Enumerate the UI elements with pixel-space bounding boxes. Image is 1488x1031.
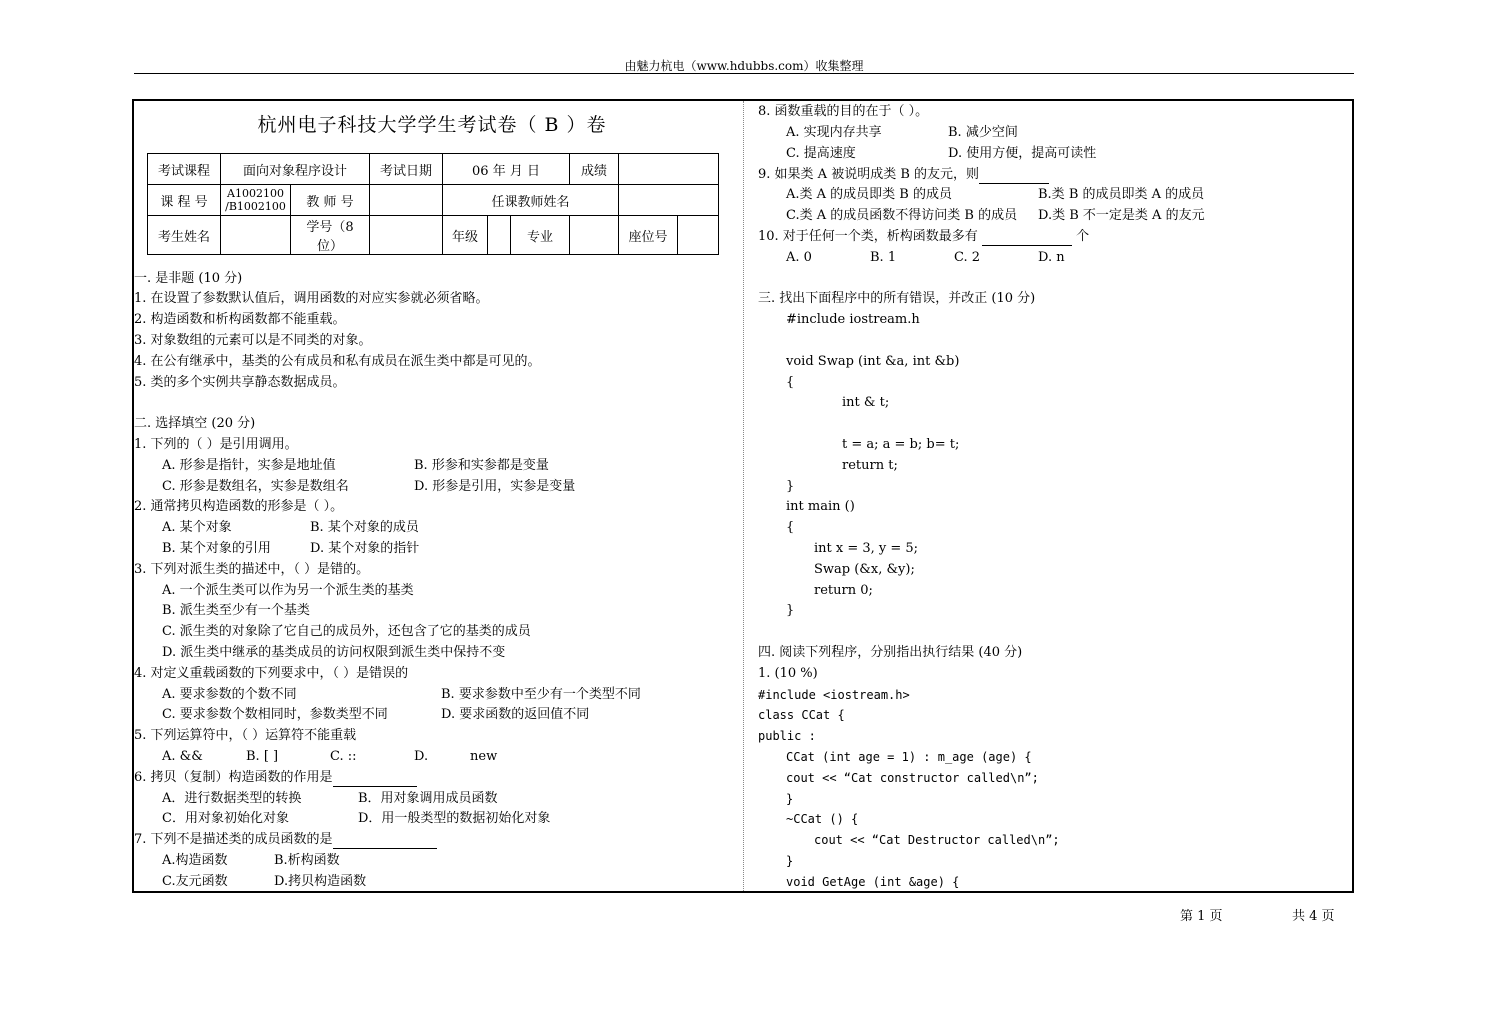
option: B.类 B 的成员即类 A 的成员	[1038, 187, 1205, 202]
option: B. 某个对象的成员	[310, 520, 419, 535]
option: A.构造函数	[162, 853, 228, 868]
question-line: 1. 在设置了参数默认值后，调用函数的对应实参就必须省略。	[134, 291, 489, 306]
question-line: 1. (10 %)	[758, 666, 818, 681]
question-line: 5. 下列运算符中，（ ）运算符不能重载	[134, 728, 357, 743]
section-heading: 一. 是非题 (10 分)	[134, 271, 243, 286]
code-line: CCat (int age = 1) : m_age (age) {	[786, 750, 1032, 764]
option: C.类 A 的成员函数不得访问类 B 的成员	[786, 208, 1018, 223]
info-cell: 座位号	[619, 216, 678, 255]
code-line: }	[786, 854, 794, 868]
option: A.类 A 的成员即类 B 的成员	[786, 187, 952, 202]
code-line: int main ()	[786, 499, 855, 514]
page-total: 共 4 页	[1292, 909, 1335, 924]
info-cell: 面向对象程序设计	[221, 154, 370, 185]
question-line: 2. 通常拷贝构造函数的形参是（ ）。	[134, 499, 344, 514]
info-cell	[488, 216, 511, 255]
question-line: 10. 对于任何一个类，析构函数最多有 个	[758, 229, 1090, 244]
info-cell: 任课教师姓名	[443, 185, 619, 216]
info-cell: 年级	[443, 216, 488, 255]
option: D. 某个对象的指针	[310, 541, 420, 556]
option: B. 要求参数中至少有一个类型不同	[441, 687, 641, 702]
option: D. 派生类中继承的基类成员的访问权限到派生类中保持不变	[162, 645, 506, 660]
option: B. [ ]	[246, 749, 279, 764]
page-number: 第 1 页	[1180, 909, 1223, 924]
question-line: 9. 如果类 A 被说明成类 B 的友元，则	[758, 166, 1049, 184]
code-line: #include iostream.h	[786, 312, 920, 327]
option: B．用对象调用成员函数	[358, 791, 498, 806]
info-cell	[619, 154, 719, 185]
answer-blank	[982, 232, 1072, 246]
answer-blank	[333, 773, 417, 787]
section-heading: 二. 选择填空 (20 分)	[134, 416, 256, 431]
question-line: 2. 构造函数和析构函数都不能重载。	[134, 312, 346, 327]
code-line: void GetAge (int &age) {	[786, 875, 960, 889]
option: A. 实现内存共享	[786, 125, 882, 140]
code-line: {	[786, 520, 795, 535]
code-line: cout << “Cat constructor called\n”;	[786, 771, 1039, 785]
option: B.析构函数	[274, 853, 340, 868]
answer-blank	[333, 835, 437, 849]
code-line: #include <iostream.h>	[758, 688, 910, 702]
option: A. 要求参数的个数不同	[162, 687, 297, 702]
option: B. 形参和实参都是变量	[414, 458, 549, 473]
option: D．用一般类型的数据初始化对象	[358, 811, 551, 826]
question-line: 6. 拷贝（复制）构造函数的作用是	[134, 769, 417, 787]
option: C. 要求参数个数相同时，参数类型不同	[162, 707, 388, 722]
info-cell	[370, 185, 443, 216]
code-line: }	[786, 603, 795, 618]
option: D.拷贝构造函数	[274, 874, 367, 889]
info-cell: 专业	[511, 216, 570, 255]
option-value: new	[470, 749, 498, 764]
option: A. 0	[786, 250, 812, 265]
info-cell: 06 年 月 日	[443, 154, 570, 185]
code-line: return 0;	[814, 583, 873, 598]
question-line: 7. 下列不是描述类的成员函数的是	[134, 831, 437, 849]
option: D. 使用方便，提高可读性	[948, 146, 1097, 161]
option: C．用对象初始化对象	[162, 811, 289, 826]
header-note: 由魅力杭电（www.hdubbs.com）收集整理	[624, 59, 864, 73]
question-line: 4. 在公有继承中，基类的公有成员和私有成员在派生类中都是可见的。	[134, 354, 541, 369]
option: A. &&	[162, 749, 203, 764]
info-cell: 考生姓名	[148, 216, 221, 255]
code-line: {	[786, 375, 795, 390]
option: B. 减少空间	[948, 125, 1018, 140]
option: D. n	[1038, 250, 1065, 265]
info-cell: 成绩	[570, 154, 619, 185]
code-line: int & t;	[842, 395, 890, 410]
question-line: 3. 下列对派生类的描述中，（ ）是错的。	[134, 562, 370, 577]
option: D. 要求函数的返回值不同	[441, 707, 590, 722]
question-line: 4. 对定义重载函数的下列要求中，（ ）是错误的	[134, 666, 409, 681]
code-line: int x = 3, y = 5;	[814, 541, 919, 556]
code-line: }	[786, 479, 795, 494]
question-line: 3. 对象数组的元素可以是不同类的对象。	[134, 333, 372, 348]
option: D.	[414, 749, 429, 764]
section-heading: 四. 阅读下列程序，分别指出执行结果 (40 分)	[758, 645, 1023, 660]
option: C. 派生类的对象除了它自己的成员外，还包含了它的基类的成员	[162, 624, 531, 639]
option: B. 1	[870, 250, 897, 265]
header-rule	[134, 73, 1354, 74]
option: C. ::	[330, 749, 357, 764]
option: C. 2	[954, 250, 981, 265]
info-cell: 学号（8 位）	[291, 216, 370, 255]
info-cell	[619, 185, 719, 216]
option: A. 形参是指针，实参是地址值	[162, 458, 336, 473]
column-divider	[743, 101, 744, 891]
option: D. 形参是引用，实参是变量	[414, 479, 576, 494]
info-cell	[221, 216, 291, 255]
answer-blank	[979, 170, 1049, 184]
info-table	[147, 153, 719, 255]
code-line: ~CCat () {	[786, 812, 859, 826]
info-cell	[678, 216, 719, 255]
question-line: 5. 类的多个实例共享静态数据成员。	[134, 375, 346, 390]
exam-title: 杭州电子科技大学学生考试卷（ B ）卷	[257, 114, 607, 136]
course-number-cell: A1002100 /B1002100	[221, 185, 291, 216]
option: B. 派生类至少有一个基类	[162, 603, 310, 618]
code-line: cout << “Cat Destructor called\n”;	[814, 833, 1060, 847]
question-line: 1. 下列的（ ）是引用调用。	[134, 437, 298, 452]
option: A．进行数据类型的转换	[162, 791, 302, 806]
info-cell: 课 程 号	[148, 185, 221, 216]
code-line: }	[786, 792, 794, 806]
section-heading: 三. 找出下面程序中的所有错误，并改正 (10 分)	[758, 291, 1036, 306]
code-line: t = a; a = b; b= t;	[842, 437, 960, 452]
code-line: void Swap (int &a, int &b)	[786, 354, 960, 369]
info-cell: 考试日期	[370, 154, 443, 185]
code-line: return t;	[842, 458, 898, 473]
info-cell	[370, 216, 443, 255]
option: D.类 B 不一定是类 A 的友元	[1038, 208, 1205, 223]
code-line: Swap (&x, &y);	[814, 562, 915, 577]
option: A. 一个派生类可以作为另一个派生类的基类	[162, 583, 414, 598]
info-cell: 考试课程	[148, 154, 221, 185]
option: C. 提高速度	[786, 146, 856, 161]
question-line: 8. 函数重载的目的在于（ ）。	[758, 104, 929, 119]
code-line: class CCat {	[758, 708, 845, 722]
option: A. 某个对象	[162, 520, 232, 535]
option: C.友元函数	[162, 874, 228, 889]
option: B. 某个对象的引用	[162, 541, 271, 556]
info-cell: 教 师 号	[291, 185, 370, 216]
code-line: public :	[758, 729, 816, 743]
option: C. 形参是数组名，实参是数组名	[162, 479, 349, 494]
info-cell	[570, 216, 619, 255]
